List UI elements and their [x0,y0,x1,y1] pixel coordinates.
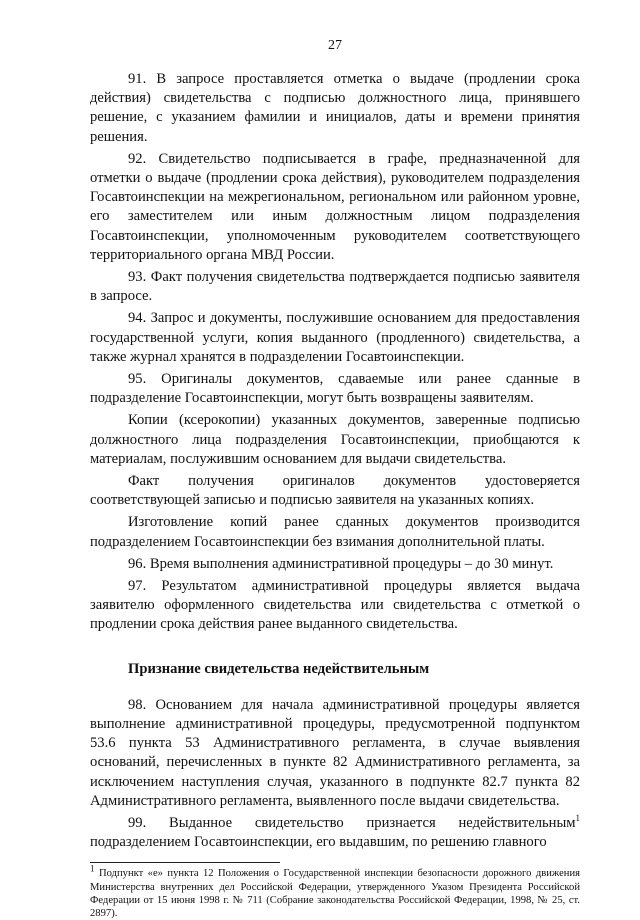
paragraph-99-start: 99. Выданное свидетельство признается недействительным [128,814,576,831]
footnote-marker: 1 [90,863,95,874]
paragraph-97: 97. Результатом административной процедуры является выдача заявителю оформленного свидетельства или свидетельства с отметкой о продлении срока действия ранее выданного свидетельства. [90,578,580,633]
paragraph-95-production: Изготовление копий ранее сданных документов производится подразделением Госавтоинспекции без взимания дополнительной платы. [90,514,580,550]
paragraph-98: 98. Основанием для начала административной процедуры является выполнение административной процедуры, предусмотренной подпунктом 53.6 пункта 53 Административного регламента, в случае выявления оснований, перечисленных в пункте 82 Административного регламента, за исключением наступления случая, указанного в подпункте 82.7 пункта 82 Административного регламента, выявленного после выдачи свидетельства. [90,696,580,809]
paragraph-92: 92. Свидетельство подписывается в графе, предназначенной для отметки о выдаче (продлении срока действия), руководителем подразделения Госавтоинспекции на межрегиональном, региональном или районном уровне, его заместителем или иным должностным лицом подразделения Госавтоинспекции, уполномоченным руководителем соответствующего территориального органа МВД России. [90,150,580,263]
footnote-text: Подпункт «е» пункта 12 Положения о Государственной инспекции безопасности дорожного движения Министерства внутренних дел Российской Федерации, утвержденного Указом Президента Российской Федерации от 15 июня 1998 г. № 711 (Собрание законодательства Российской Федерации, 1998, № 25, ст. 2897). [90,868,580,919]
paragraph-91: 91. В запросе проставляется отметка о выдаче (продлении срока действия) свидетельства с подписью должностного лица, принявшего решение, с указанием фамилии и инициалов, даты и времени принятия решения. [90,71,580,145]
footnote [90,863,580,920]
paragraph-95-copies: Копии (ксерокопии) указанных документов, заверенные подписью должностного лица подразделения Госавтоинспекции, приобщаются к материалам, послужившим основанием для выдачи свидетельства. [90,412,580,467]
page-number: 27 [328,38,342,53]
footnote-divider [90,862,280,863]
paragraph-99 [90,814,580,852]
footnote-reference[interactable]: 1 [575,813,580,824]
section-heading: Признание свидетельства недействительным [128,660,430,677]
paragraph-99-end: подразделением Госавтоинспекции, его выдавшим, по решению главного [90,834,547,851]
paragraph-95-receipt: Факт получения оригиналов документов удостоверяется соответствующей записью и подписью заявителя на указанных копиях. [90,473,580,509]
paragraph-94: 94. Запрос и документы, послужившие основанием для предоставления государственной услуги, копия выданного (продленного) свидетельства, а также журнал хранятся в подразделении Госавтоинспекции. [90,310,580,365]
paragraph-96: 96. Время выполнения административной процедуры – до 30 минут. [128,555,554,572]
paragraph-93: 93. Факт получения свидетельства подтверждается подписью заявителя в запросе. [90,269,580,305]
paragraph-95: 95. Оригиналы документов, сдаваемые или ранее сданные в подразделение Госавтоинспекции, могут быть возвращены заявителям. [90,371,580,407]
